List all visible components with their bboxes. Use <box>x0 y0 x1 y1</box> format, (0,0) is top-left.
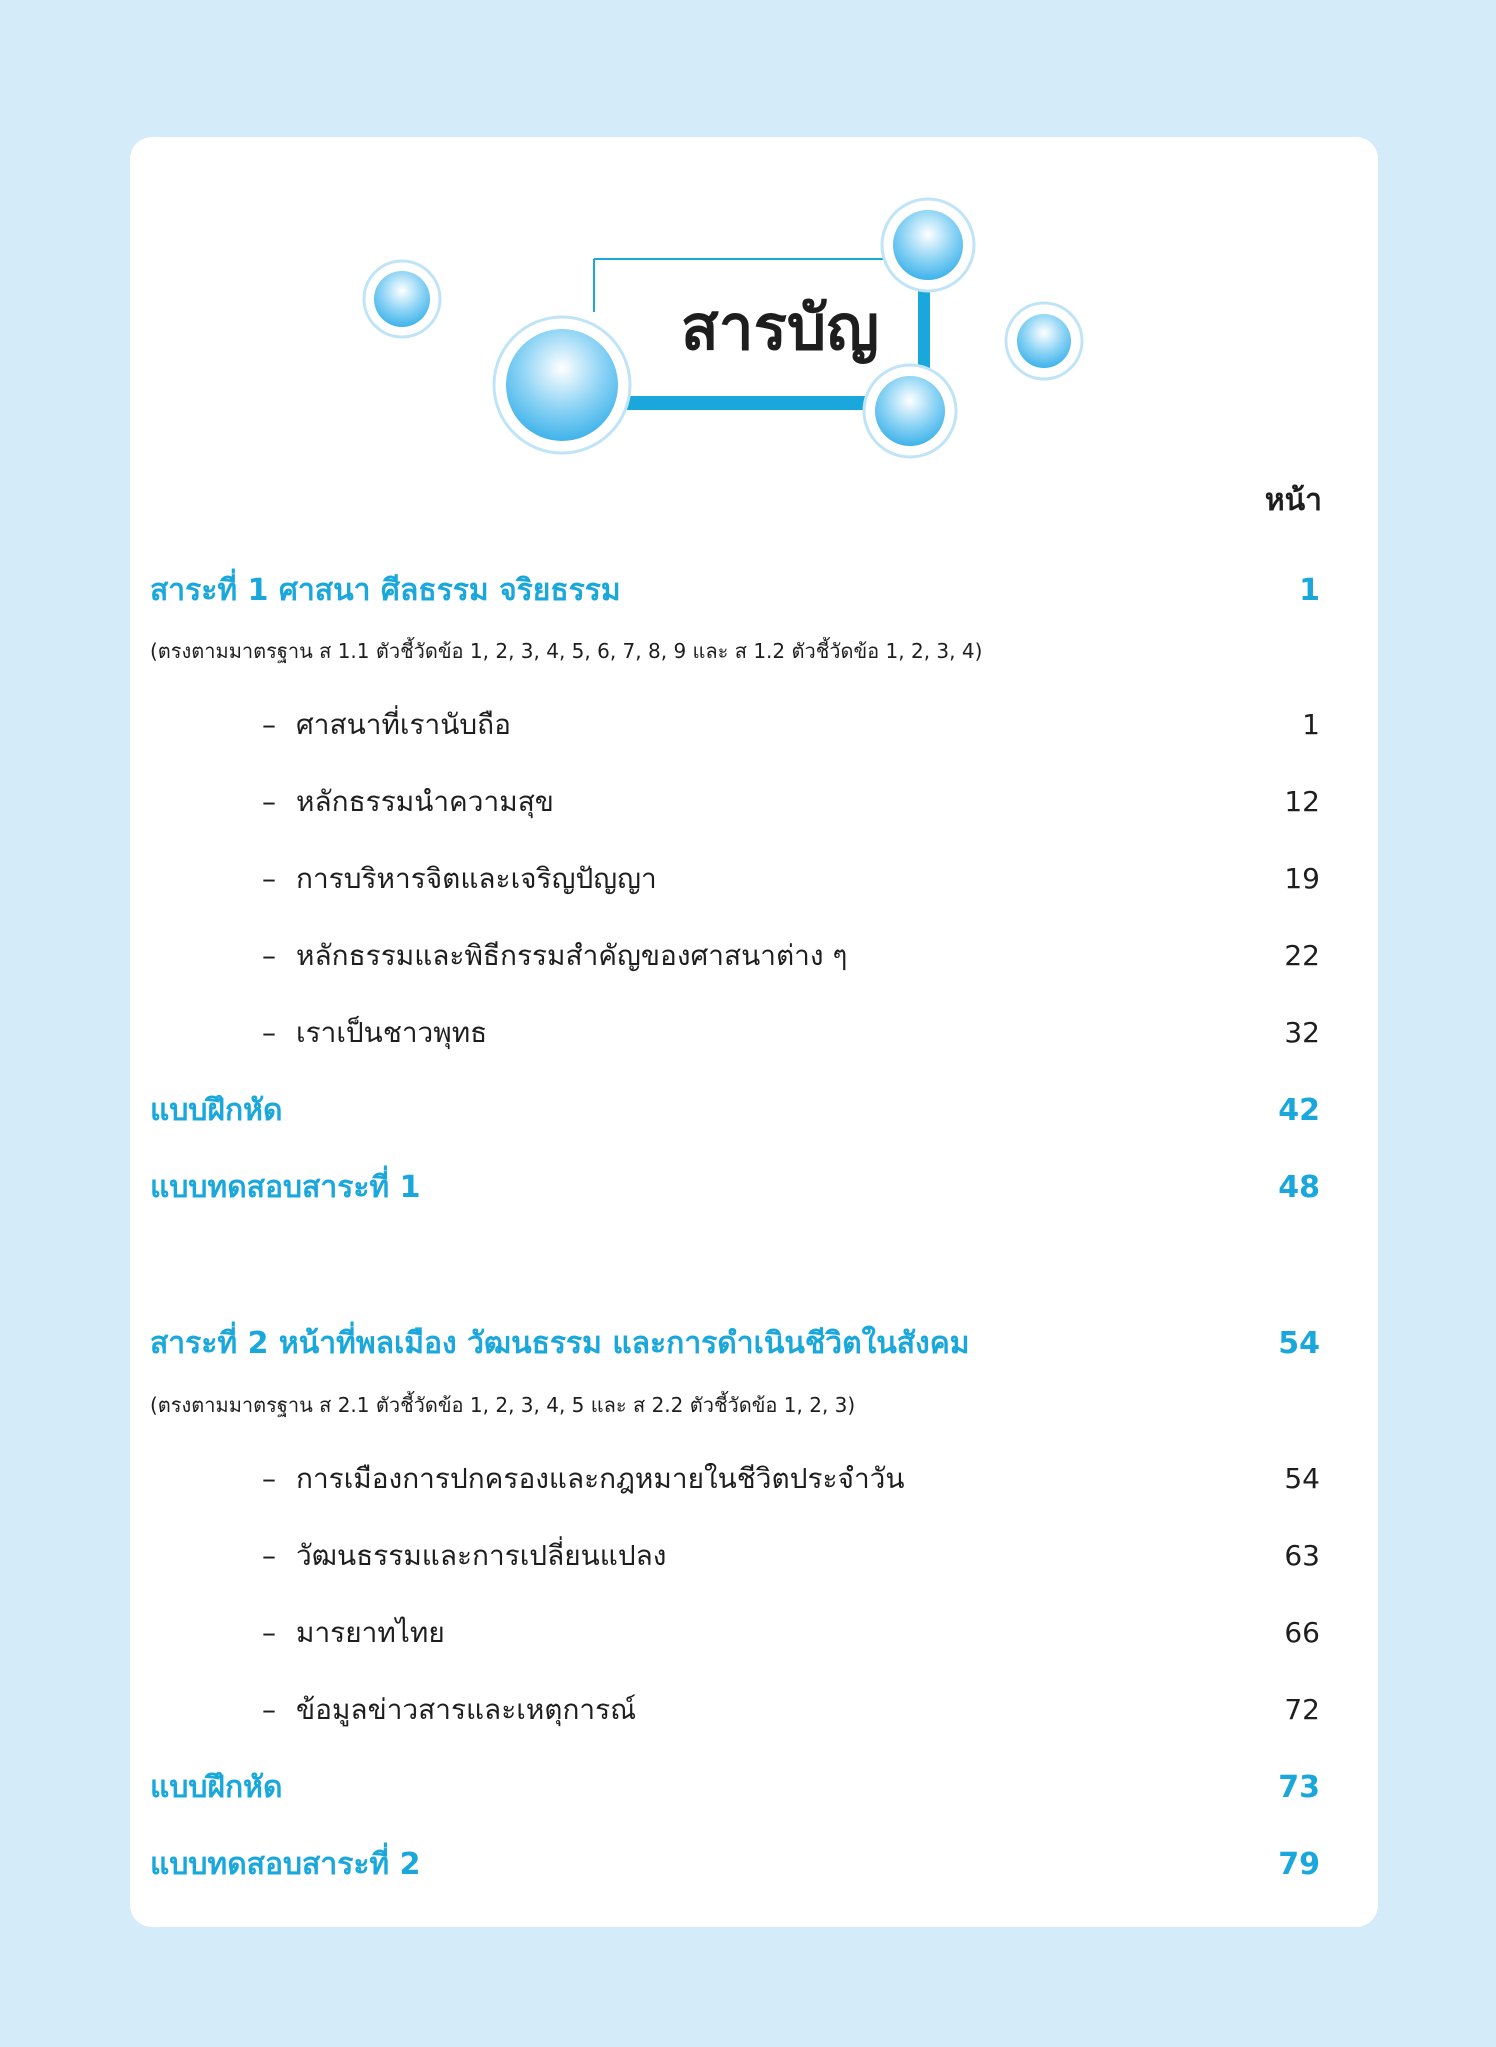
dash: – <box>262 1539 276 1572</box>
toc-item-label: เราเป็นชาวพุทธ <box>296 1016 488 1049</box>
bubble-icon <box>864 365 956 457</box>
page-column-label: หน้า <box>1264 483 1322 518</box>
toc-item[interactable] <box>262 934 1320 978</box>
page-number: 1 <box>1302 708 1320 741</box>
toc-item[interactable] <box>262 780 1320 824</box>
toc-item-label: หลักธรรมนำความสุข <box>296 785 554 818</box>
exercise-link-2[interactable] <box>150 1764 1320 1811</box>
page-number: 32 <box>1284 1016 1320 1049</box>
dash: – <box>262 1016 276 1049</box>
page-number: 54 <box>1278 1326 1320 1361</box>
exercise-link-1[interactable] <box>150 1087 1320 1134</box>
bubble-icon <box>494 317 630 453</box>
toc-item[interactable] <box>262 857 1320 901</box>
test-link-1[interactable] <box>150 1164 1320 1211</box>
toc-card <box>130 137 1378 1927</box>
dash: – <box>262 1616 276 1649</box>
page-number: 54 <box>1284 1462 1320 1495</box>
toc-item[interactable] <box>262 703 1320 747</box>
toc-item[interactable] <box>262 1688 1320 1732</box>
toc-item[interactable] <box>262 1534 1320 1578</box>
page-number: 1 <box>1299 573 1320 608</box>
section-heading-label: สาระที่ 1 ศาสนา ศีลธรรม จริยธรรม <box>150 573 621 608</box>
toc-item-label: วัฒนธรรมและการเปลี่ยนแปลง <box>296 1539 667 1572</box>
test-label: แบบทดสอบสาระที่ 2 <box>150 1847 421 1882</box>
toc-item-label: หลักธรรมและพิธีกรรมสำคัญของศาสนาต่าง ๆ <box>296 939 848 972</box>
exercise-label: แบบฝึกหัด <box>150 1093 283 1128</box>
toc-item-label: ศาสนาที่เรานับถือ <box>296 708 511 741</box>
toc-item[interactable] <box>262 1011 1320 1055</box>
page-number: 72 <box>1284 1693 1320 1726</box>
page-number: 48 <box>1278 1170 1320 1205</box>
dash: – <box>262 1693 276 1726</box>
test-link-2[interactable] <box>150 1841 1320 1888</box>
dash: – <box>262 939 276 972</box>
page-number: 63 <box>1284 1539 1320 1572</box>
page-number: 22 <box>1284 939 1320 972</box>
toc-item[interactable] <box>262 1457 1320 1501</box>
dash: – <box>262 1462 276 1495</box>
toc-item-label: มารยาทไทย <box>296 1616 445 1649</box>
toc-item-label: การบริหารจิตและเจริญปัญญา <box>296 862 657 895</box>
bubble-icon <box>364 261 440 337</box>
bubble-icon <box>1006 303 1082 379</box>
page-number: 66 <box>1284 1616 1320 1649</box>
section-heading-1[interactable] <box>150 567 1320 614</box>
dash: – <box>262 785 276 818</box>
toc-item[interactable] <box>262 1611 1320 1655</box>
section-heading-2[interactable] <box>150 1320 1320 1367</box>
standards-note: (ตรงตามมาตรฐาน ส 2.1 ตัวชี้วัดข้อ 1, 2, 3, 4, 5 และ ส 2.2 ตัวชี้วัดข้อ 1, 2, 3) <box>150 1393 856 1417</box>
page-number: 73 <box>1278 1770 1320 1805</box>
dash: – <box>262 862 276 895</box>
exercise-label: แบบฝึกหัด <box>150 1770 283 1805</box>
toc-item-label: ข้อมูลข่าวสารและเหตุการณ์ <box>296 1693 637 1726</box>
page-number: 79 <box>1278 1847 1320 1882</box>
page-title: สารบัญ <box>680 291 880 364</box>
bubble-icon <box>882 199 974 291</box>
page-number: 42 <box>1278 1093 1320 1128</box>
dash: – <box>262 708 276 741</box>
test-label: แบบทดสอบสาระที่ 1 <box>150 1170 421 1205</box>
section-heading-label: สาระที่ 2 หน้าที่พลเมือง วัฒนธรรม และการดำเนินชีวิตในสังคม <box>150 1326 970 1361</box>
page-number: 12 <box>1284 785 1320 818</box>
page-number: 19 <box>1284 862 1320 895</box>
standards-note: (ตรงตามมาตรฐาน ส 1.1 ตัวชี้วัดข้อ 1, 2, 3, 4, 5, 6, 7, 8, 9 และ ส 1.2 ตัวชี้วัดข้อ 1, 2, 3, 4) <box>150 639 983 663</box>
toc-item-label: การเมืองการปกครองและกฎหมายในชีวิตประจำวัน <box>296 1462 905 1495</box>
